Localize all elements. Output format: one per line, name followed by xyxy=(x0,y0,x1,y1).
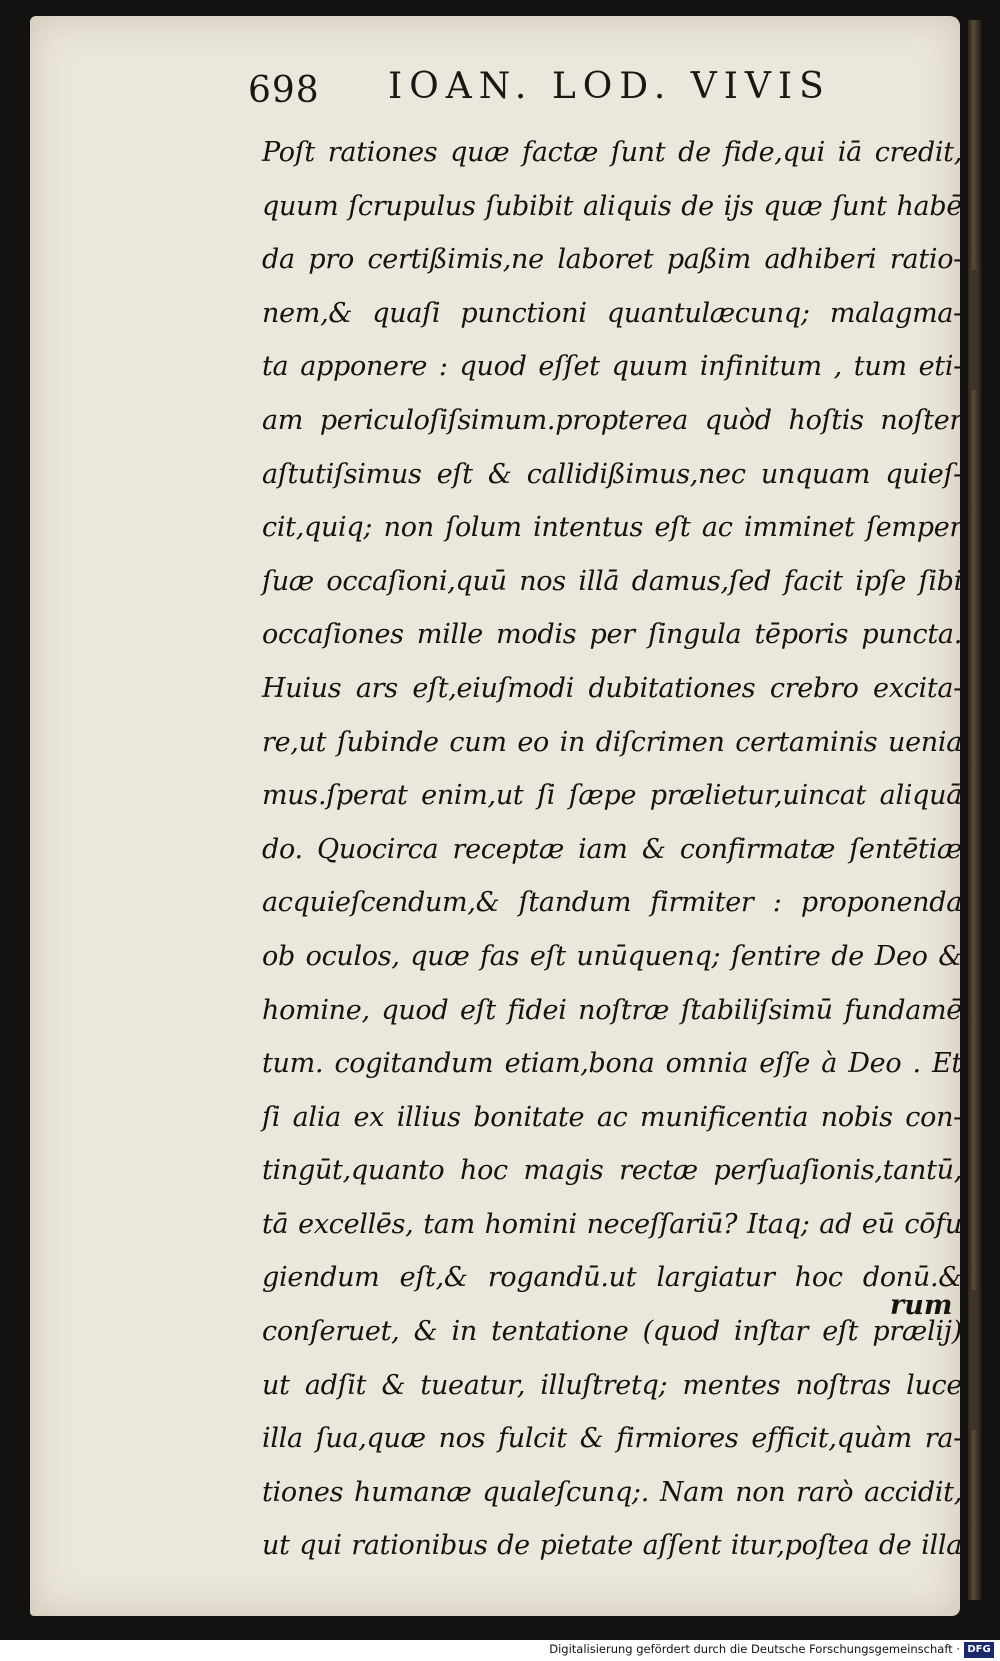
text-line: ut qui rationibus de pietate aſſent itur,poſtea de illa xyxy=(262,1530,962,1562)
text-line: Huius ars eſt,eiuſmodi dubitationes crebro excita- xyxy=(262,672,962,704)
text-line: ut adſit & tueatur, illuſtretq; mentes noſtras luce xyxy=(262,1369,962,1401)
text-line: illa ſua,quæ nos fulcit & firmiores efficit,quàm ra- xyxy=(262,1423,962,1455)
binding-tab xyxy=(971,270,979,390)
text-line: mus.ſperat enim,ut ſi ſæpe prælietur,uincat aliquā xyxy=(262,780,962,812)
text-line: tum. cogitandum etiam,bona omnia eſſe à Deo . Et xyxy=(262,1048,962,1080)
catchword: rum xyxy=(890,1290,953,1321)
page-edge xyxy=(968,20,982,1600)
text-line: tiones humanæ qualeſcunq;. Nam non rarò accidit, xyxy=(262,1476,962,1508)
body-text xyxy=(262,126,962,1573)
text-line: ob oculos, quæ fas eſt unūquenq; ſentire de Deo & xyxy=(262,940,962,972)
binding-tab xyxy=(971,1290,979,1430)
text-line: cit,quiq; non ſolum intentus eſt ac imminet ſemper xyxy=(262,512,962,544)
text-line: am periculoſiſsimum.propterea quòd hoſtis noſter xyxy=(262,404,962,436)
text-line: quum ſcrupulus ſubibit aliquis de ijs quæ ſunt habē xyxy=(262,190,962,222)
running-head xyxy=(248,62,831,122)
credit-text: Digitalisierung gefördert durch die Deutsche Forschungsgemeinschaft · xyxy=(549,1642,960,1656)
text-line: giendum eſt,& rogandū.ut largiatur hoc donū.& xyxy=(262,1262,962,1294)
text-line: ta apponere : quod eſſet quum infinitum , tum eti- xyxy=(262,351,962,383)
page-number: 698 xyxy=(248,70,320,111)
text-line: occaſiones mille modis per ſingula tēporis puncta. xyxy=(262,619,962,651)
text-line: acquieſcendum,& ſtandum firmiter : proponenda xyxy=(262,887,962,919)
text-line: da pro certißimis,ne laboret paßim adhiberi ratio- xyxy=(262,244,962,276)
text-line: Poſt rationes quæ factæ ſunt de fide,qui iā credit, xyxy=(262,137,962,168)
dfg-logo: DFG xyxy=(964,1642,994,1658)
text-line: tā excellēs, tam homini neceſſariū? Itaq; ad eū cōfu xyxy=(262,1208,962,1240)
text-line: nem,& quaſi punctioni quantulæcunq; malagma- xyxy=(262,297,962,329)
text-line: re,ut ſubinde cum eo in diſcrimen certaminis uenia xyxy=(262,726,962,758)
text-line: ſi alia ex illius bonitate ac munificentia nobis con- xyxy=(262,1101,962,1133)
text-line: do. Quocirca receptæ iam & confirmatæ ſentētiæ xyxy=(262,833,962,865)
text-line: aſtutiſsimus eſt & callidißimus,nec unquam quieſ- xyxy=(262,458,962,490)
text-line: ſuæ occaſioni,quū nos illā damus,ſed facit ipſe ſibi xyxy=(262,565,962,597)
text-line: homine, quod eſt fidei noſtræ ſtabiliſsimū fundamē xyxy=(262,994,962,1026)
text-line: conſeruet, & in tentatione (quod inſtar eſt prælij) xyxy=(262,1316,962,1348)
digitization-credit-bar xyxy=(0,1640,1000,1661)
running-title: IOAN. LOD. VIVIS xyxy=(388,66,831,107)
text-line: tingūt,quanto hoc magis rectæ perſuaſionis,tantū, xyxy=(262,1155,962,1187)
